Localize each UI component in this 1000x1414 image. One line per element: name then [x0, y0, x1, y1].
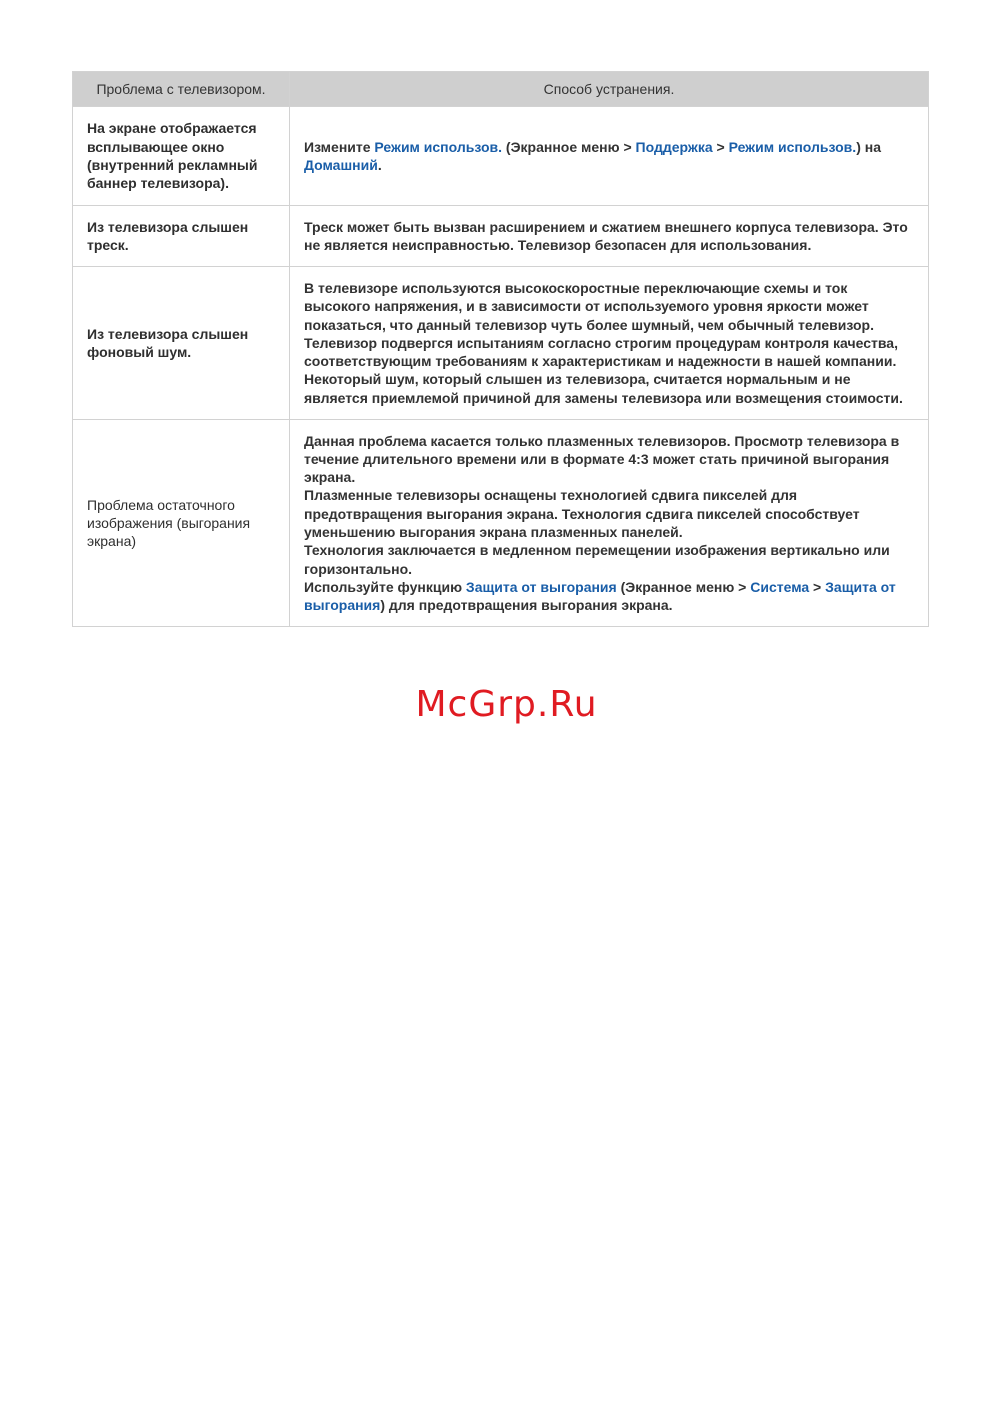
table-row	[73, 267, 929, 420]
solution-text: ) для предотвращения выгорания экрана.	[380, 597, 673, 614]
problem-cell: Из телевизора слышен фоновый шум.	[73, 267, 290, 420]
solution-paragraph: В телевизоре используются высокоскоростные переключающие схемы и ток высокого напряжения, и в зависимости от используемого уровня яркости может показаться, что данный телевизор чуть более шумный, чем обычный телевизор.	[304, 279, 874, 333]
solution-text: (	[502, 138, 511, 155]
solution-text: ) на	[856, 138, 881, 155]
solution-text: >	[809, 578, 826, 595]
link-home-mode[interactable]: Домашний	[304, 157, 378, 173]
solution-paragraph: Плазменные телевизоры оснащены технологией сдвига пикселей для предотвращения выгорания экрана. Технология сдвига пикселей способствует уменьшению выгорания экрана плазменных панелей.	[304, 487, 860, 540]
problem-cell: Проблема остаточного изображения (выгорания экрана)	[73, 420, 290, 627]
troubleshooting-table	[72, 71, 929, 627]
solution-paragraph: Данная проблема касается только плазменных телевизоров. Просмотр телевизора в течение длительного времени или в формате 4:3 может стать причиной выгорания экрана.	[304, 432, 900, 486]
link-usage-mode[interactable]: Режим использов.	[728, 138, 857, 155]
solution-text: >	[619, 138, 636, 155]
problem-cell: На экране отображается всплывающее окно (внутренний рекламный баннер телевизора).	[73, 107, 290, 206]
menu-path-screen-menu: Экранное меню	[510, 138, 620, 155]
link-usage-mode[interactable]: Режим использов.	[374, 138, 503, 155]
link-support[interactable]: Поддержка	[635, 138, 713, 155]
problem-cell: Из телевизора слышен треск.	[73, 206, 290, 267]
solution-cell	[290, 107, 929, 206]
header-problem: Проблема с телевизором.	[73, 72, 290, 107]
menu-path-screen-menu: Экранное меню	[625, 578, 735, 595]
solution-cell	[290, 420, 929, 627]
solution-paragraph: Технология заключается в медленном перемещении изображения вертикально или горизонтально.	[304, 542, 890, 577]
solution-text: >	[734, 578, 751, 595]
solution-text: .	[377, 157, 382, 173]
table-header-row	[73, 72, 929, 107]
solution-text: Измените	[304, 138, 375, 155]
table-row	[73, 206, 929, 267]
solution-text: Используйте функцию	[304, 578, 466, 595]
solution-paragraph: Некоторый шум, который слышен из телевизора, считается нормальным и не является приемлемой причиной для замены телевизора или возмещения стоимости.	[304, 371, 903, 406]
solution-text: >	[712, 138, 729, 155]
link-system[interactable]: Система	[750, 578, 810, 595]
header-solution: Способ устранения.	[290, 72, 929, 107]
solution-text: (	[616, 578, 626, 595]
link-burn-protection[interactable]: Защита от выгорания	[465, 578, 617, 595]
table-row	[73, 420, 929, 627]
solution-paragraph: Телевизор подвергся испытаниям согласно строгим процедурам контроля качества, соответствующим требованиям к характеристикам и надежности в нашей компании.	[304, 334, 898, 370]
watermark: McGrp.Ru	[415, 684, 598, 725]
solution-cell: Треск может быть вызван расширением и сжатием внешнего корпуса телевизора. Это не является неисправностью. Телевизор безопасен для использования.	[290, 206, 929, 267]
solution-cell	[290, 267, 929, 420]
link-burn-protection[interactable]: Защита от выгорания	[304, 578, 896, 614]
table-row	[73, 107, 929, 206]
solution-paragraph	[304, 578, 914, 615]
